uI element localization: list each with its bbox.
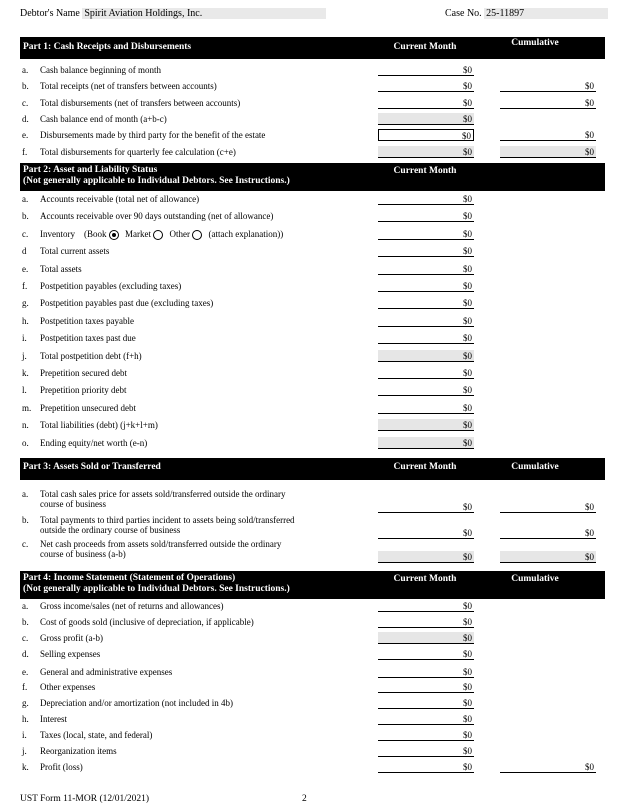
part2-row-label: Prepetition secured debt [40,368,127,378]
part2-row-current-value[interactable]: $0 [378,245,474,257]
part2-row-current-value[interactable]: $0 [378,419,474,431]
part2-row-label: Postpetition taxes past due [40,333,136,344]
part2-row-current-value[interactable]: $0 [378,332,474,344]
part1-col-cumulative: Cumulative [511,38,559,48]
part4-row-label: Gross profit (a-b) [40,633,103,643]
part3-row-current-value[interactable]: $0 [378,551,474,563]
part2-row [20,331,605,345]
part2-row [20,383,605,397]
part2-row-letter: a. [22,194,29,204]
part2-row-letter: k. [22,368,29,378]
part2-row-label: Prepetition unsecured debt [40,402,136,413]
part4-row [20,680,605,694]
case-number-field[interactable]: 25-11897 [484,8,608,19]
part2-row-label: Total postpetition debt (f+h) [40,350,142,361]
part1-row-letter: c. [22,97,29,108]
part1-row-letter: d. [22,113,29,124]
part4-title [23,573,290,595]
part2-row [20,366,605,380]
part2-row [20,244,605,258]
part2-row-label: Prepetition priority debt [40,385,127,396]
part4-row-label: Taxes (local, state, and federal) [40,730,153,740]
part4-row-label: Interest [40,714,67,724]
part2-row [20,279,605,293]
part1-row-cumulative-value[interactable]: $0 [500,97,596,109]
part1-row-letter: a. [22,65,29,75]
part2-row-letter: n. [22,420,29,431]
part1-row-current-value[interactable]: $0 [378,97,474,109]
part2-row [20,227,605,241]
part2-row-label: Postpetition payables (excluding taxes) [40,281,182,291]
part4-row-letter: g. [22,698,29,708]
part4-row [20,744,605,758]
part1-row-cumulative-value[interactable]: $0 [500,80,596,92]
part4-row-current-value[interactable]: $0 [378,616,474,628]
part3-row [20,487,605,513]
part4-row-current-value[interactable]: $0 [378,729,474,741]
part2-row-current-value[interactable]: $0 [378,297,474,309]
part1-row [20,96,605,110]
part4-header [20,571,605,599]
inventory-book-label: (Book [84,228,107,239]
part3-row [20,537,605,563]
part2-row-letter: i. [22,333,27,344]
part3-row-current-value[interactable]: $0 [378,527,474,539]
part4-row [20,760,605,774]
part2-row-label: Ending equity/net worth (e-n) [40,437,148,448]
part1-row-letter: e. [22,130,29,141]
part4-row-letter: a. [22,601,29,611]
part2-row-label: Postpetition payables past due (excluding taxes) [40,298,214,309]
part4-row-letter: j. [22,746,27,756]
debtor-name-line [20,8,326,19]
part4-row [20,696,605,710]
part2-row-current-value[interactable]: $0 [378,280,474,292]
part4-row-current-value[interactable]: $0 [378,697,474,709]
part2-row-current-value[interactable]: $0 [378,315,474,327]
part2-row-letter: g. [22,298,29,309]
part1-row-cumulative-value[interactable]: $0 [500,146,596,158]
part2-row-letter: l. [22,385,27,396]
part3-row-label-line1: Total cash sales price for assets sold/transferred outside the ordinary [40,489,286,499]
part2-row-label: Total assets [40,263,82,274]
part2-row-letter: b. [22,211,29,222]
part2-row-letter: j. [22,350,27,361]
part2-row [20,296,605,310]
part1-row-label: Total receipts (net of transfers between accounts) [40,81,217,92]
part2-row-current-value[interactable]: $0 [378,384,474,396]
part2-row-letter: h. [22,315,29,326]
part2-row [20,436,605,450]
part2-row [20,401,605,415]
part4-row-current-value[interactable]: $0 [378,648,474,660]
inventory-label: Inventory [40,228,75,239]
part2-row-label: Accounts receivable (total net of allowance) [40,194,200,204]
part3-row-letter: b. [22,515,29,525]
part2-row-current-value[interactable]: $0 [378,210,474,222]
part4-row-current-value[interactable]: $0 [378,681,474,693]
part3-col-current: Current Month [393,462,457,472]
part3-row-label [40,489,370,509]
part4-row-letter: f. [22,682,28,692]
part4-row-current-value[interactable]: $0 [378,666,474,678]
part4-row [20,712,605,726]
part4-row-label: Depreciation and/or amortization (not included in 4b) [40,698,233,708]
part4-row-letter: c. [22,633,29,643]
case-number-label: Case No. [445,8,482,19]
part4-row-label: Reorganization items [40,746,117,756]
part1-row [20,128,605,142]
part2-row-letter: e. [22,263,29,274]
form-id: UST Form 11-MOR (12/01/2021) [20,794,150,804]
part2-row-label: Postpetition taxes payable [40,315,134,326]
part2-row-current-value[interactable]: $0 [378,402,474,414]
part4-row-current-value[interactable]: $0 [378,632,474,644]
part4-row-label: General and administrative expenses [40,667,173,677]
part1-title: Part 1: Cash Receipts and Disbursements [23,42,192,52]
part2-row-letter: m. [22,402,32,413]
part3-row-label-line2: outside the ordinary course of business [40,525,181,535]
part4-row-label: Gross income/sales (net of returns and allowances) [40,601,224,611]
part1-row-label: Cash balance beginning of month [40,65,161,75]
part4-title-text: Part 4: Income Statement (Statement of Operations) [23,573,236,583]
part4-subtitle: (Not generally applicable to Individual Debtors. See Instructions.) [23,584,290,594]
part2-row-letter: o. [22,437,29,448]
part3-row-label-line2: course of business (a-b) [40,549,126,559]
part4-row-letter: b. [22,617,29,627]
part4-row [20,599,605,613]
part2-row [20,209,605,223]
part4-row-letter: k. [22,762,29,772]
part3-row-letter: c. [22,539,29,549]
part2-row-current-value[interactable]: $0 [378,367,474,379]
part3-row-letter: a. [22,489,29,499]
part3-header [20,458,605,480]
part2-row-label [40,229,370,240]
part1-row-label: Cash balance end of month (a+b-c) [40,113,167,124]
part3-row-current-value[interactable]: $0 [378,501,474,513]
part2-row [20,262,605,276]
part4-row-label: Cost of goods sold (inclusive of depreciation, if applicable) [40,617,254,627]
part3-row-label-line1: Net cash proceeds from assets sold/transferred outside the ordinary [40,539,282,549]
inventory-book-radio[interactable] [109,230,119,240]
part4-row-current-value[interactable]: $0 [378,713,474,725]
part2-row-label: Accounts receivable over 90 days outstanding (net of allowance) [40,211,274,222]
part2-subtitle: (Not generally applicable to Individual Debtors. See Instructions.) [23,176,290,186]
part4-row-letter: i. [22,730,27,740]
inventory-other-label: Other [169,228,190,239]
part4-row-label: Selling expenses [40,649,101,659]
part4-row [20,615,605,629]
part3-row-label [40,539,370,559]
part1-row-current-value[interactable]: $0 [378,80,474,92]
part1-row-current-value[interactable]: $0 [378,146,474,158]
part4-row-letter: e. [22,667,29,677]
part1-row [20,79,605,93]
part1-row-letter: f. [22,146,28,157]
part4-row-label: Profit (loss) [40,762,83,772]
part2-row-current-value[interactable]: $0 [378,193,474,205]
part3-row-label-line1: Total payments to third parties incident to assets being sold/transferred [40,515,295,525]
part3-row-cumulative-value[interactable]: $0 [500,501,596,513]
part2-row-current-value[interactable]: $0 [378,437,474,449]
part1-row-current-value[interactable]: $0 [378,64,474,76]
part1-header [20,37,605,59]
inventory-market-label: Market [125,228,151,239]
part3-col-cumulative: Cumulative [511,462,559,472]
part1-row-label: Total disbursements (net of transfers between accounts) [40,97,241,108]
case-number-line [445,8,608,19]
part4-row [20,647,605,661]
part2-row [20,349,605,363]
part4-row [20,631,605,645]
part4-row-letter: h. [22,714,29,724]
part2-row-current-value[interactable]: $0 [378,350,474,362]
inventory-market-radio[interactable] [153,230,163,240]
part3-row [20,513,605,539]
part1-row [20,112,605,126]
part4-col-cumulative: Cumulative [511,574,559,584]
part2-title [23,165,290,187]
part4-row [20,665,605,679]
part1-row-current-value[interactable]: $0 [378,129,474,141]
part2-row-current-value[interactable]: $0 [378,263,474,275]
part1-row-letter: b. [22,81,29,92]
part1-col-current: Current Month [393,42,457,52]
part2-col-current: Current Month [393,166,457,176]
part1-row-cumulative-value[interactable]: $0 [500,129,596,141]
part1-row-current-value[interactable]: $0 [378,113,474,125]
part2-title-text: Part 2: Asset and Liability Status [23,165,158,175]
part2-header [20,163,605,191]
part3-row-cumulative-value[interactable]: $0 [500,527,596,539]
part1-row [20,63,605,77]
part1-row-label: Total disbursements for quarterly fee calculation (c+e) [40,146,236,157]
part2-row [20,418,605,432]
page-number: 2 [302,794,307,804]
part2-row-label: Total liabilities (debt) (j+k+l+m) [40,420,158,431]
part1-row-label: Disbursements made by third party for the benefit of the estate [40,130,266,141]
part2-row-letter: c. [22,228,29,239]
part4-row-letter: d. [22,649,29,659]
part2-row-letter: f. [22,281,28,291]
part2-row [20,192,605,206]
part1-row [20,145,605,159]
debtor-name-field[interactable]: Spirit Aviation Holdings, Inc. [82,8,326,19]
part2-row-label: Total current assets [40,246,110,257]
part3-row-label-line2: course of business [40,499,106,509]
part3-row-label [40,515,370,535]
part3-row-cumulative-value[interactable]: $0 [500,551,596,563]
part4-col-current: Current Month [393,574,457,584]
part4-row-cumulative-value[interactable]: $0 [500,761,596,773]
part2-row [20,314,605,328]
part4-row-current-value[interactable]: $0 [378,761,474,773]
part4-row-label: Other expenses [40,682,96,692]
part3-title: Part 3: Assets Sold or Transferred [23,462,161,472]
part4-row-current-value[interactable]: $0 [378,600,474,612]
part4-row [20,728,605,742]
part2-row-letter: d [22,246,27,257]
inventory-other-radio[interactable] [192,230,202,240]
debtor-name-label: Debtor's Name [20,8,80,19]
part2-row-current-value[interactable]: $0 [378,228,474,240]
inventory-attach-label: (attach explanation)) [208,228,284,239]
part4-row-current-value[interactable]: $0 [378,745,474,757]
